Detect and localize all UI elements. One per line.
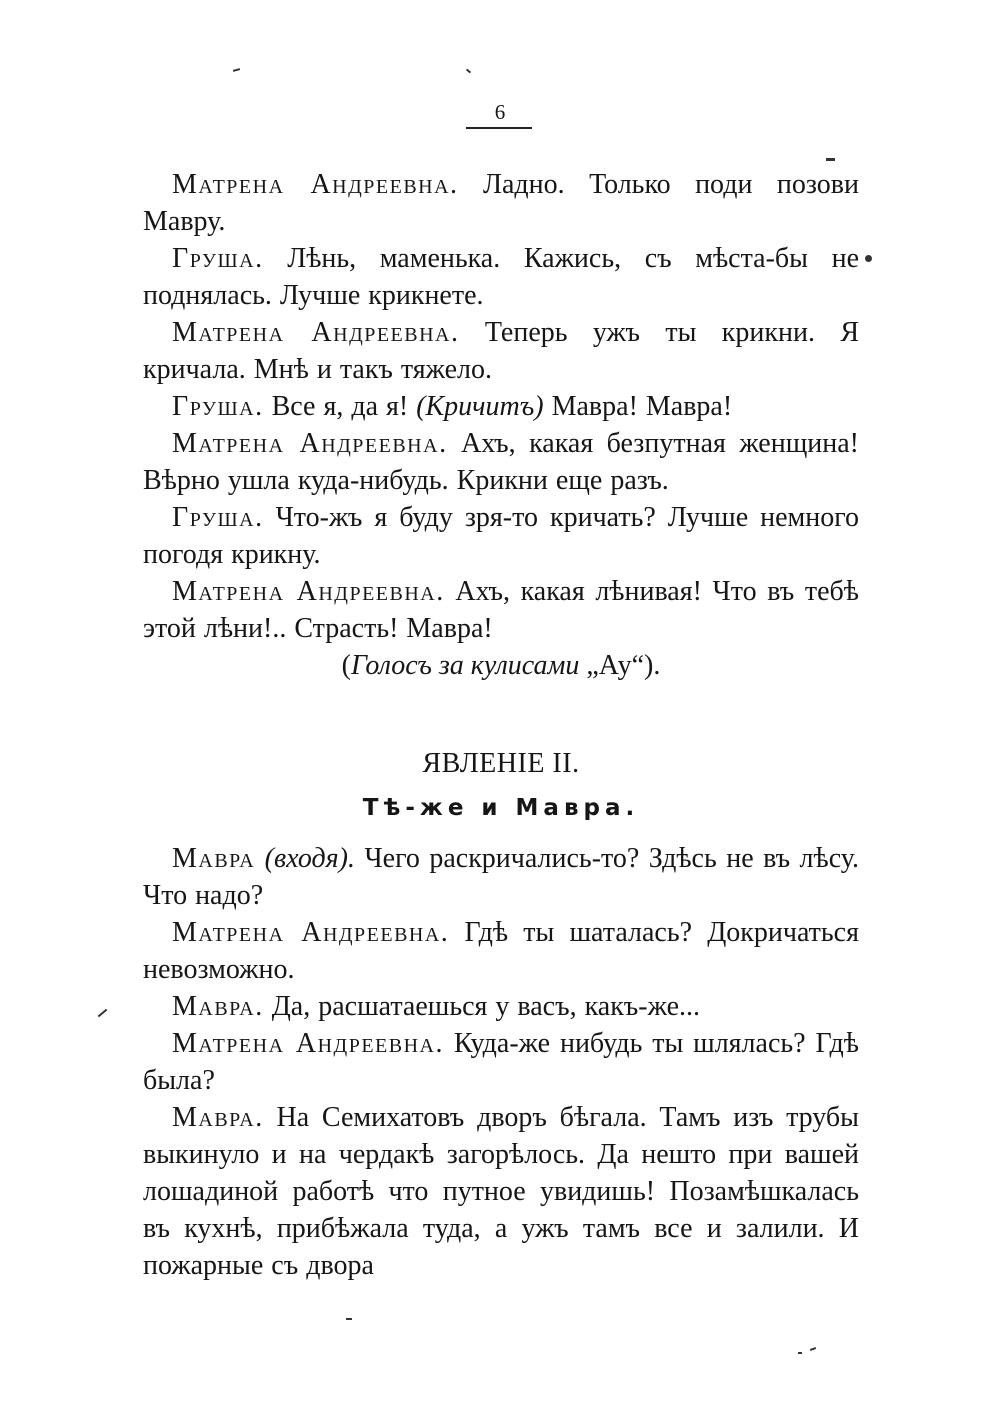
- line-text: Лѣнь, маменька. Кажись, съ мѣста-бы не поднялась. Лучше крикнете.: [143, 243, 859, 311]
- stage-direction-inline: (входя).: [255, 843, 355, 874]
- line-text: Гдѣ ты шаталась? Докричаться невозможно.: [143, 917, 859, 985]
- speaker-name: Матрена Андреевна.: [172, 317, 460, 348]
- dialogue-line: [143, 166, 859, 240]
- line-text: Да, расшатаешься у васъ, какъ-же...: [263, 991, 701, 1022]
- scene-title: ЯВЛЕНІЕ II.: [422, 748, 580, 779]
- scan-speck: [233, 68, 240, 72]
- line-text: Теперь ужъ ты крикни. Я кричала. Мнѣ и такъ тяжело.: [143, 317, 859, 385]
- dialogue-line: [143, 1025, 859, 1099]
- scan-speck: [98, 1009, 108, 1018]
- speaker-name: Матрена Андреевна.: [172, 169, 459, 200]
- speaker-name: Мавра.: [172, 991, 264, 1022]
- speaker-name: Матрена Андреевна.: [172, 1028, 444, 1059]
- scan-speck: [826, 158, 835, 161]
- speaker-name: Груша.: [172, 391, 264, 422]
- stage-direction-italic: Голосъ за кулисами: [350, 650, 580, 681]
- page-number-rule: [466, 127, 532, 129]
- speaker-name: Мавра.: [172, 1102, 264, 1133]
- scene-cast: Тѣ-же и Мавра.: [362, 795, 640, 821]
- line-text: Чего раскричались-то? Здѣсь не въ лѣсу. Что надо?: [143, 843, 859, 911]
- line-text: Все я, да я!: [263, 391, 417, 422]
- line-text: Мавра! Мавра!: [543, 391, 733, 422]
- speaker-name: Груша.: [172, 502, 264, 533]
- page-number: 6: [494, 100, 506, 124]
- speaker-name: Мавра: [172, 843, 256, 874]
- line-text: На Семихатовъ дворъ бѣгала. Тамъ изъ трубы выкинуло и на чердакѣ загорѣлось. Да нешто при вашей лошадиной работѣ что путное увидишь! Позамѣшкалась въ кухнѣ, прибѣжала туда, а ужъ тамъ все и залили. И пожарные съ двора: [143, 1102, 859, 1281]
- scan-speck: [346, 1318, 352, 1320]
- dialogue-line: [143, 573, 859, 647]
- speaker-name: Матрена Андреевна.: [172, 576, 445, 607]
- dialogue-line: [143, 988, 859, 1025]
- line-text: Ахъ, какая безпутная женщина! Вѣрно ушла куда-нибудь. Крикни еще разъ.: [143, 428, 859, 496]
- speaker-name: Матрена Андреевна.: [172, 917, 450, 948]
- stage-direction: (Голосъ за кулисами „Ау“).: [341, 650, 661, 681]
- dialogue-line: [143, 1099, 859, 1284]
- dialogue-line: [143, 388, 859, 425]
- scan-speck: [798, 1352, 802, 1354]
- speaker-name: Груша.: [172, 243, 264, 274]
- stage-direction-inline: (Кричитъ): [416, 391, 544, 422]
- line-text: Что-жъ я буду зря-то кричать? Лучше немного погодя крикну.: [143, 502, 859, 570]
- page-text: [143, 166, 859, 1284]
- dialogue-line: [143, 425, 859, 499]
- dialogue-line: [143, 240, 859, 314]
- line-text: Ахъ, какая лѣнивая! Что въ тебѣ этой лѣни!.. Страсть! Мавра!: [143, 576, 859, 644]
- scan-speck: [810, 1347, 816, 1351]
- dialogue-line: [143, 840, 859, 914]
- line-text: Ладно. Только поди позови Мавру.: [143, 169, 859, 237]
- line-text: Куда-же нибудь ты шлялась? Гдѣ была?: [143, 1028, 859, 1096]
- dialogue-line: [143, 314, 859, 388]
- scan-speck: [865, 255, 872, 262]
- speaker-name: Матрена Андреевна.: [172, 428, 448, 459]
- dialogue-line: [143, 914, 859, 988]
- dialogue-line: [143, 499, 859, 573]
- scan-speck: [466, 69, 471, 74]
